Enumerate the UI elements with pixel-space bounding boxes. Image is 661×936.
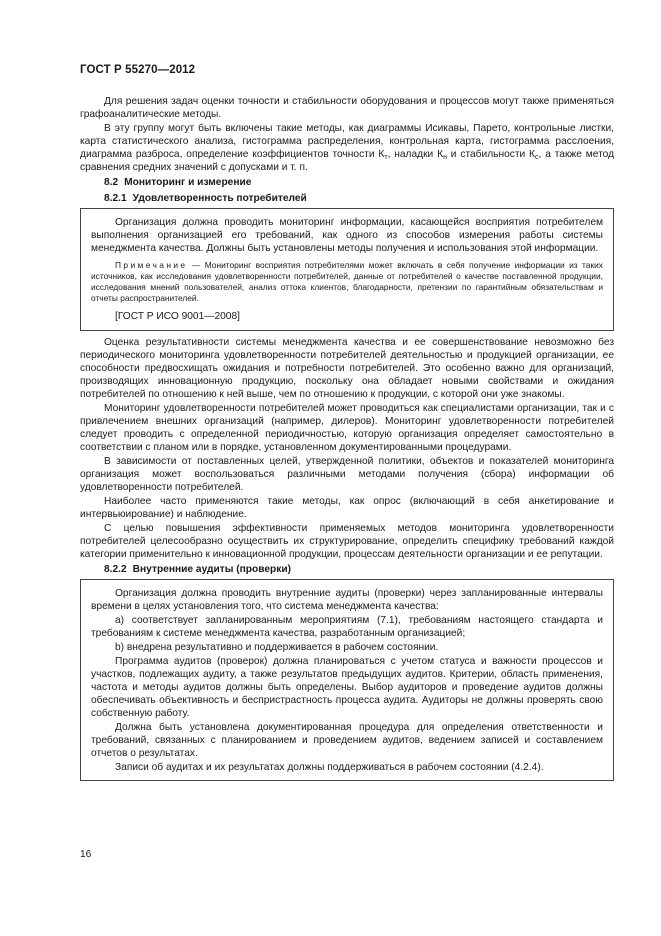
standard-reference: [ГОСТ Р ИСО 9001—2008] (115, 311, 240, 322)
list-item: b) внедрена результативно и поддерживается в рабочем состоянии. (115, 642, 439, 653)
page-content (80, 95, 614, 786)
section-title: Мониторинг и измерение (124, 177, 252, 188)
paragraph: Наиболее часто применяются такие методы, как опрос (включающий в себя анкетирование и интервьюирование) и наблюдение. (80, 496, 614, 520)
paragraph: Для решения задач оценки точности и стабильности оборудования и процессов могут также применяться графоаналитические методы. (80, 96, 614, 120)
paragraph: Должна быть установлена документированная процедура для определения ответственности и требований, связанных с планированием и проведением аудитов, ведением записей и составлением отчетов о результатах. (91, 722, 603, 759)
paragraph: Оценка результативности системы менеджмента качества и ее совершенствование невозможно без периодического мониторинга удовлетворенности потребителей деятельностью и продукцией организации, ее способности предвосхищать ожидания и потребности потребителей. Это особенно важно для организаций, производящих инновационную продукцию, поскольку она обладает новыми свойствами и ожидания потребителей по отношению к ней выше, чем по отношению к продукции, с которой они уже знакомы. (80, 337, 614, 400)
section-number: 8.2.2 (104, 564, 127, 575)
section-number: 8.2.1 (104, 193, 127, 204)
note: Примечание — Мониторинг восприятия потребителями может включать в себя получение информации из таких источников, как исследования удовлетворенности потребителей, данные от потребителей о качестве поставленной продукции, исследования мнений пользователей, анализ оттока клиентов, благодарности, претензии по гарантийным обязательствам и отчеты распространителей. (91, 260, 603, 303)
quoted-requirement-box-2 (80, 579, 614, 781)
paragraph: Организация должна проводить мониторинг информации, касающейся восприятия потребителем выполнения организацией его требований, как одного из способов измерения работы системы менеджмента качества. Должны быть установлены методы получения и использования этой информации. (91, 217, 603, 254)
section-title: Удовлетворенность потребителей (132, 193, 307, 204)
paragraph: В эту группу могут быть включены такие методы, как диаграммы Исикавы, Парето, контрольные листки, карта статистического анализа, гистограмма распределения, контрольная карта, гистограмма расслоения, диаграмма разброса, определение коэффициентов точности $К_т$, наладки $К_н$ и стабильности $К_с$, а также метод сравнения средних значений с допусками и т. п. (80, 123, 615, 173)
list-item: a) соответствует запланированным мероприятиям (7.1), требованиям настоящего стандарта и требованиям к системе менеджмента качества, разработанным организацией; (91, 615, 603, 639)
section-heading-8-2 (104, 176, 614, 189)
section-heading-8-2-1 (104, 192, 614, 205)
paragraph: Организация должна проводить внутренние аудиты (проверки) через запланированные интервалы времени в целях установления того, что система менеджмента качества: (91, 588, 603, 612)
section-heading-8-2-2 (104, 563, 614, 576)
section-title: Внутренние аудиты (проверки) (132, 564, 292, 575)
paragraph: С целью повышения эффективности применяемых методов мониторинга удовлетворенности потребителей целесообразно осуществить их структурирование, определить специфику требований каждой категории применительно к инновационной продукции, процессам деятельности организации и ее репутации. (80, 523, 614, 560)
note-label: Примечание (115, 260, 188, 270)
paragraph: В зависимости от поставленных целей, утвержденной политики, объектов и показателей мониторинга организация может воспользоваться различными методами получения (сбора) информации об удовлетворенности потребителей. (80, 456, 614, 493)
paragraph: Программа аудитов (проверок) должна планироваться с учетом статуса и важности процессов и участков, подлежащих аудиту, а также результатов предыдущих аудитов. Критерии, область применения, частота и методы аудитов должны быть определены. Выбор аудиторов и проведение аудитов должны обеспечивать объективность и беспристрастность процесса аудита. Аудиторы не должны проверять свою собственную работу. (91, 656, 603, 719)
paragraph: Записи об аудитах и их результатах должны поддерживаться в рабочем состоянии (4.2.4). (115, 762, 544, 773)
quoted-requirement-box-1 (80, 208, 614, 331)
document-header: ГОСТ Р 55270—2012 (80, 64, 196, 76)
section-number: 8.2 (104, 177, 119, 188)
page-number: 16 (80, 849, 92, 860)
paragraph: Мониторинг удовлетворенности потребителей может проводиться как специалистами организации, так и с привлечением внешних организаций (например, дилеров). Мониторинг удовлетворенности потребителей следует проводить с определенной периодичностью, которую организация определяет самостоятельно в соответствии с планом или в порядке, установленном документированными процедурами. (80, 403, 614, 453)
